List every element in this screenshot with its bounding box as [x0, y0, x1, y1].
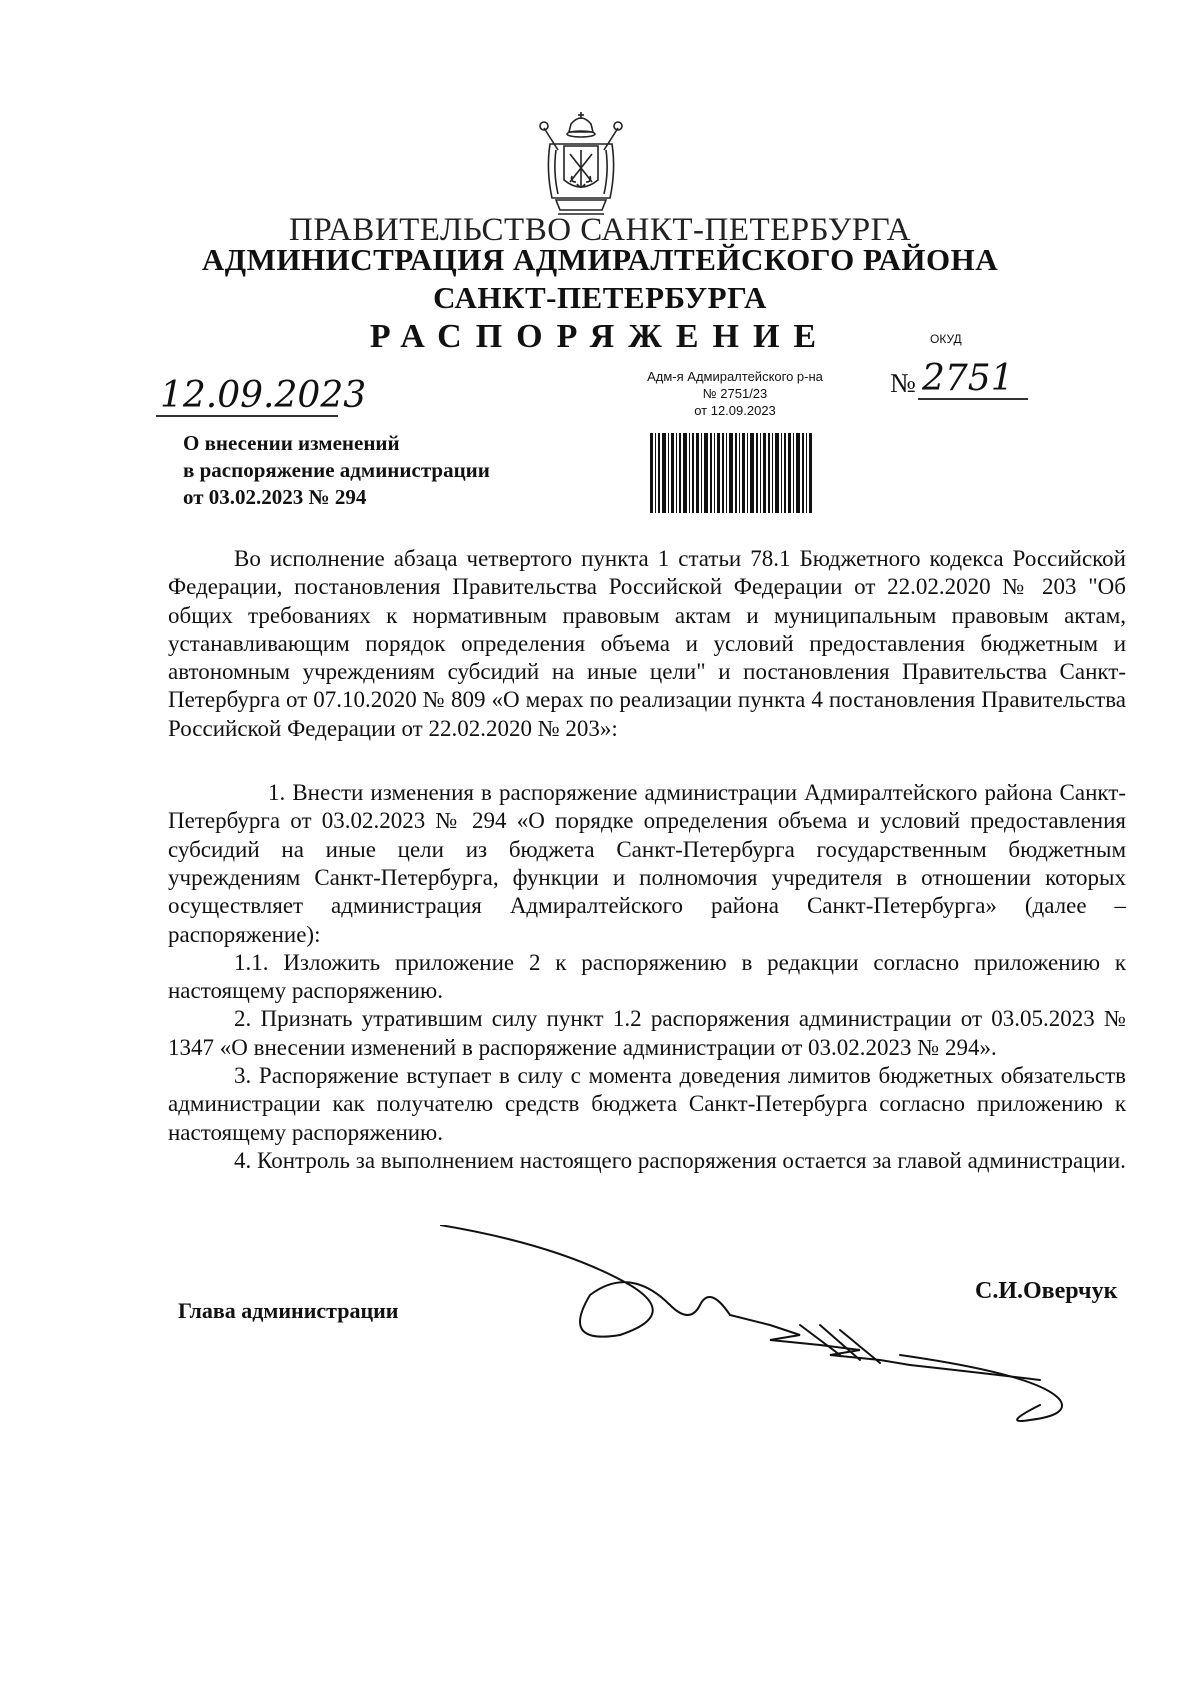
- barcode: [650, 433, 812, 513]
- government-title: ПРАВИТЕЛЬСТВО САНКТ-ПЕТЕРБУРГА: [289, 212, 911, 248]
- signatory-position: Глава администрации: [178, 1298, 399, 1323]
- item-1-1-paragraph: 1.1. Изложить приложение 2 к распоряжению в редакции согласно приложению к настоящему распоряжению.: [168, 949, 1126, 1004]
- document-subject: [183, 430, 583, 511]
- stamp-line-number: № 2751/23: [702, 386, 768, 401]
- item-4-paragraph: 4. Контроль за выполнением настоящего распоряжения остается за главой администрации.: [234, 1147, 1126, 1173]
- preamble-paragraph: Во исполнение абзаца четвертого пункта 1 статьи 78.1 Бюджетного кодекса Российской Федерации, постановления Правительства Российской Федерации от 22.02.2020 № 203 "Об общих требованиях к нормативным правовым актам и муниципальным правовым актам, устанавливающим порядок определения объема и условий предоставления бюджетным и автономным учреждениям субсидий на иные цели" и постановления Правительства Санкт-Петербурга от 07.10.2020 № 809 «О мерах по реализации пункта 4 постановления Правительства Российской Федерации от 22.02.2020 № 203»:: [168, 546, 1126, 741]
- subject-line-1: О внесении изменений: [183, 431, 400, 455]
- number-label: №: [890, 368, 916, 398]
- item-2-paragraph: 2. Признать утратившим силу пункт 1.2 распоряжения администрации от 03.05.2023 № 1347 «О внесении изменений в распоряжение администрации от 03.02.2023 № 294».: [168, 1006, 1126, 1060]
- subject-line-2: в распоряжение администрации: [183, 458, 490, 482]
- subject-line-3: от 03.02.2023 № 294: [183, 485, 367, 509]
- administration-title-line2: САНКТ-ПЕТЕРБУРГА: [433, 280, 767, 315]
- administration-title-line1: АДМИНИСТРАЦИЯ АДМИРАЛТЕЙСКОГО РАЙОНА: [201, 242, 999, 277]
- number-underline: [918, 398, 1028, 400]
- handwritten-signature: [440, 1225, 1160, 1455]
- document-body: [168, 545, 1126, 1175]
- document-date: 12.09.2023: [160, 375, 367, 416]
- item-1-paragraph: 1. Внести изменения в распоряжение администрации Адмиралтейского района Санкт-Петербурга от 03.02.2023 № 294 «О порядке определения объема и условий предоставления субсидий на иные цели из бюджета Санкт-Петербурга государственным бюджетным учреждениям Санкт-Петербурга, функции и полномочия учредителя в отношении которых осуществляет администрация Адмиралтейского района Санкт-Петербурга» (далее – распоряжение):: [168, 780, 1126, 947]
- document-type-title: РАСПОРЯЖЕНИЕ: [369, 318, 831, 355]
- coat-of-arms-icon: [536, 110, 626, 220]
- stamp-line-office: Адм-я Адмиралтейского р-на: [647, 369, 823, 384]
- document-number: 2751: [922, 358, 1014, 399]
- okud-label: ОКУД: [930, 332, 962, 346]
- stamp-line-date: от 12.09.2023: [694, 403, 776, 418]
- registration-stamp: [610, 368, 860, 419]
- signatory-name: С.И.Оверчук: [975, 1278, 1118, 1304]
- item-3-paragraph: 3. Распоряжение вступает в силу с момента доведения лимитов бюджетных обязательств администрации как получателю средств бюджета Санкт-Петербурга согласно приложению к настоящему распоряжению.: [168, 1063, 1126, 1145]
- date-underline: [156, 415, 338, 417]
